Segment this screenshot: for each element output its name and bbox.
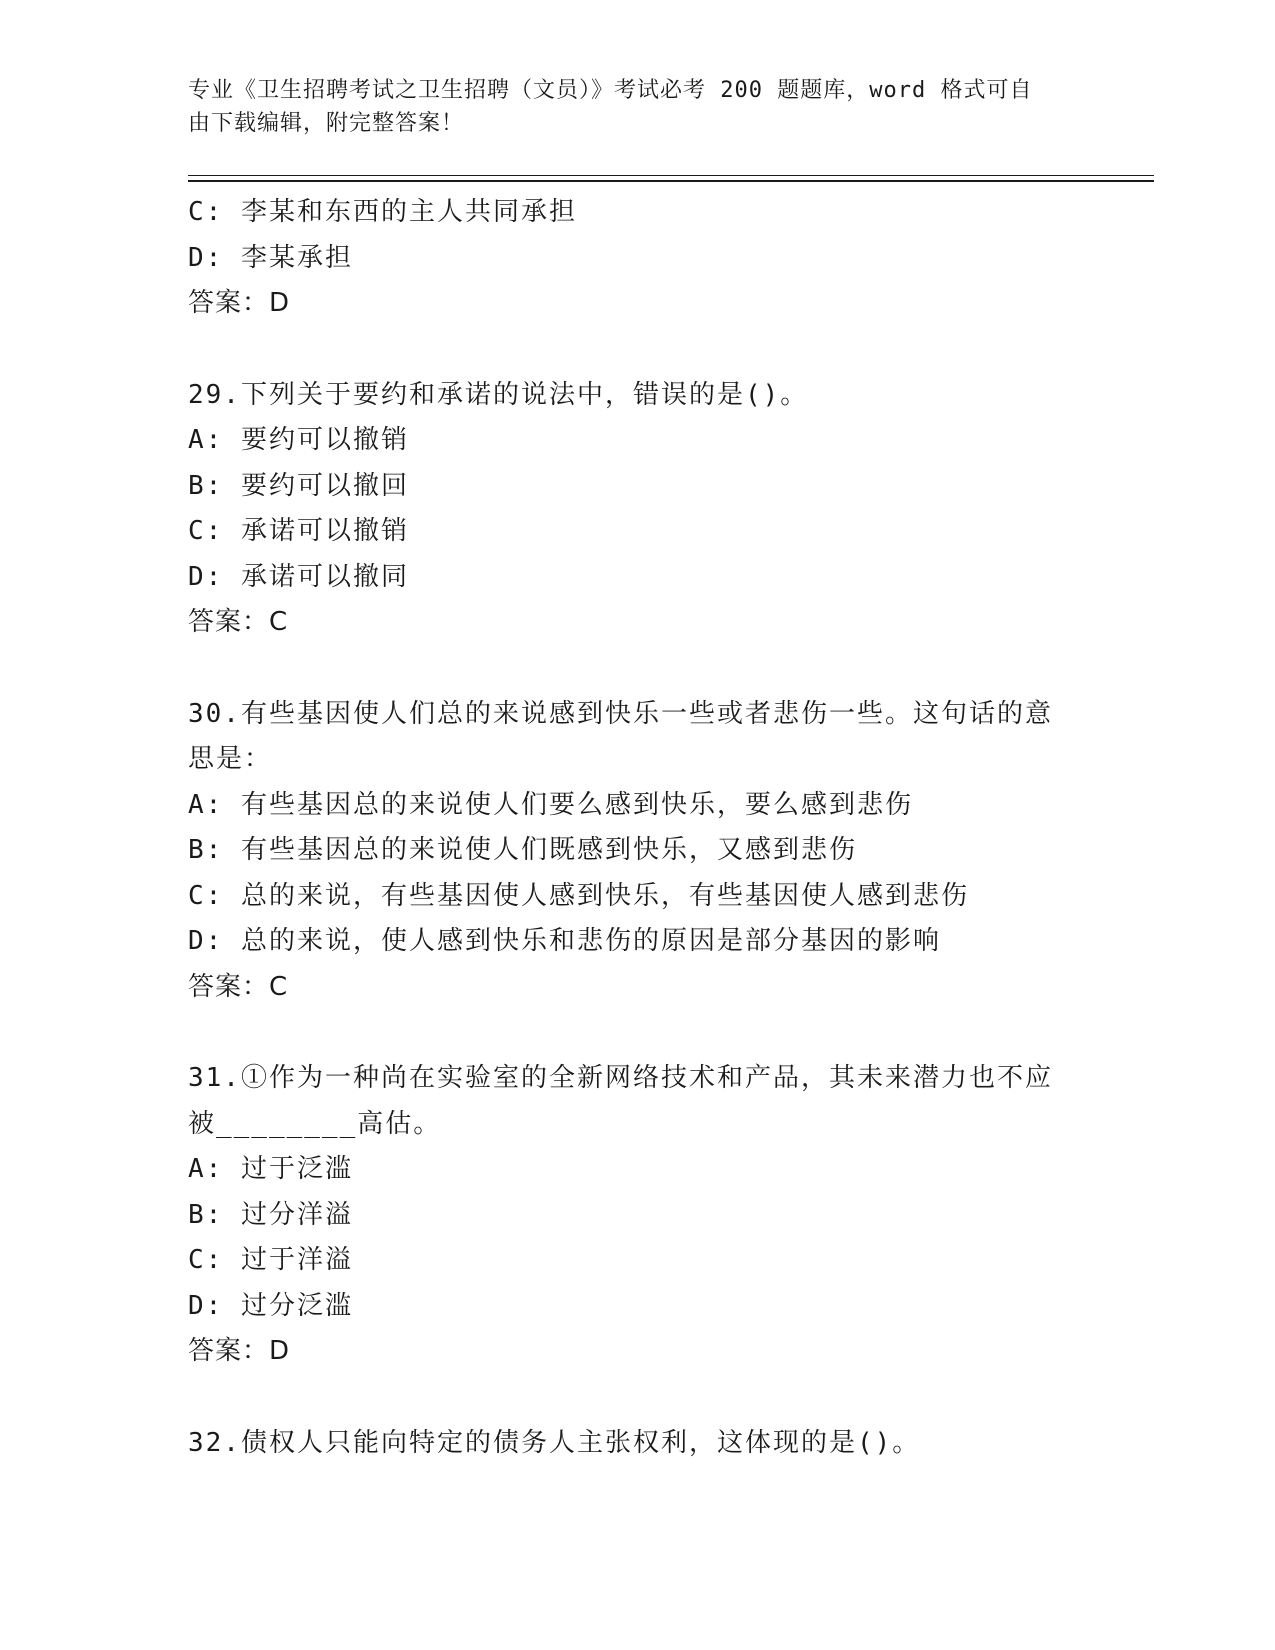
option-c: C: 总的来说，有些基因使人感到快乐，有些基因使人感到悲伤 [188, 880, 969, 911]
spacer [188, 646, 1088, 692]
question-29 [188, 373, 1088, 646]
question-stem-line-1: 31.①作为一种尚在实验室的全新网络技术和产品，其未来潜力也不应 [188, 1063, 1053, 1093]
answer-line: 答案：D [188, 288, 291, 318]
option-d: D: 总的来说，使人感到快乐和悲伤的原因是部分基因的影响 [188, 926, 941, 956]
option-c: C: 过于洋溢 [188, 1245, 353, 1275]
option-d: D: 承诺可以撤同 [188, 561, 409, 592]
question-stem: 32.债权人只能向特定的债务人主张权利，这体现的是()。 [188, 1427, 921, 1458]
answer-line: 答案：C [188, 607, 289, 637]
question-stem: 29.下列关于要约和承诺的说法中，错误的是()。 [188, 379, 809, 410]
answer-line: 答案：D [188, 1336, 291, 1366]
question-list [188, 190, 1088, 1466]
question-30 [188, 692, 1088, 1011]
header-line-2: 由下载编辑，附完整答案！ [188, 111, 465, 136]
option-a: A: 有些基因总的来说使人们要么感到快乐，要么感到悲伤 [188, 789, 913, 820]
question-32 [188, 1421, 1088, 1467]
question-stem-line-2: 被________高估。 [188, 1108, 442, 1139]
option-c: C: 承诺可以撤销 [188, 516, 409, 546]
answer-line: 答案：C [188, 971, 289, 1002]
option-c: C: 李某和东西的主人共同承担 [188, 197, 577, 227]
option-a: A: 过于泛滥 [188, 1154, 353, 1184]
spacer [188, 1010, 1088, 1056]
option-a: A: 要约可以撤销 [188, 425, 409, 455]
option-b: B: 要约可以撤回 [188, 470, 409, 501]
spacer [188, 327, 1088, 373]
spacer [188, 1375, 1088, 1421]
question-stem-line-1: 30.有些基因使人们总的来说感到快乐一些或者悲伤一些。这句话的意 [188, 698, 1053, 729]
option-d: D: 过分泛滥 [188, 1290, 353, 1321]
option-d: D: 李某承担 [188, 242, 353, 273]
header-line-1: 专业《卫生招聘考试之卫生招聘（文员）》考试必考 200 题题库，word 格式可自 [188, 78, 1033, 103]
document-header [188, 74, 1068, 140]
option-b: B: 有些基因总的来说使人们既感到快乐，又感到悲伤 [188, 835, 857, 865]
option-b: B: 过分洋溢 [188, 1199, 353, 1230]
header-divider-thick [188, 180, 1154, 182]
question-28 [188, 190, 1088, 327]
question-31 [188, 1056, 1088, 1375]
header-divider-thin [188, 175, 1154, 176]
question-stem-line-2: 思是： [188, 744, 273, 774]
